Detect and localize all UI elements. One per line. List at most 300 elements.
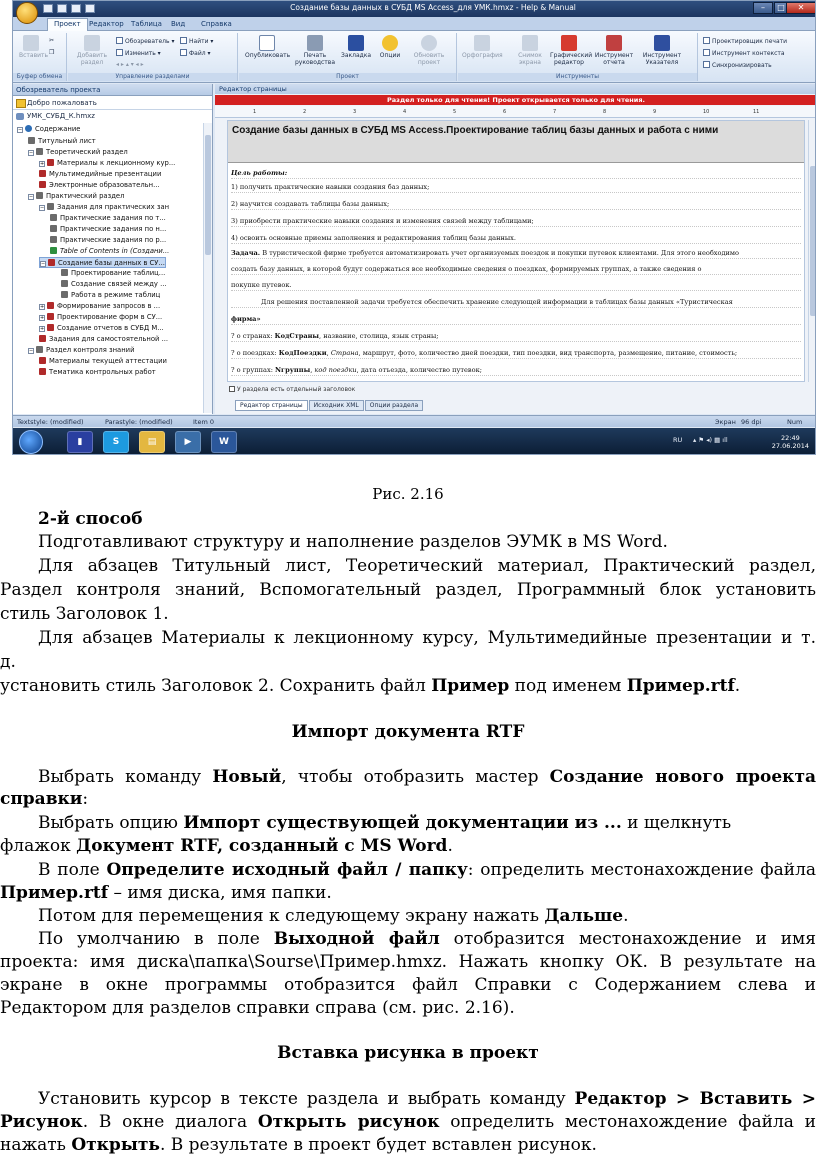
tree-item[interactable] [39,334,168,345]
graphic-label-2: редактор [554,59,584,66]
ruler-mark: 8 [603,109,607,115]
p9-bold: Открыть [71,1135,160,1155]
trips-rest: , маршрут, фото, количество дней поездки, тип поездки, вид транспорта, размещение, питание, стоимость; [358,349,738,357]
tools-group [458,33,698,81]
trips-line: ? о поездках: КодПоездки, Страна, маршрут, фото, количество дней поездки, тип поездки, вид транспорта, размещение, питание, стоимость; [231,349,801,359]
tree-item[interactable] [28,136,96,147]
p5-bold: Импорт существующей документации из ... [183,813,622,833]
tree-item[interactable] [39,180,160,191]
num-status: Num [787,418,803,426]
scrollbar-thumb[interactable] [810,166,816,316]
tree-item[interactable] [39,257,166,268]
p3-text: под именем [509,676,627,696]
context-tool-icon [703,49,710,56]
ribbon-tabs [13,17,816,31]
editor-bottom-tabs [235,400,424,412]
ruler-mark: 2 [303,109,307,115]
tree-item-label: Проектирование форм в СУ... [57,313,163,321]
p7-text: . [623,906,629,926]
tree-item-label: Table of Contents in (Создани... [60,247,170,255]
redo-icon[interactable] [71,4,81,13]
tree-item-label: Практические задания по н... [60,225,167,233]
taskbar-app-word[interactable]: W [211,431,237,453]
bookmark-button[interactable] [341,35,371,59]
tree-item[interactable] [39,301,160,312]
tree-item-label: Тематика контрольных работ [49,368,156,376]
p9-bold: Открыть рисунок [257,1112,440,1132]
print-design-label: Проектировщик печати [712,38,788,45]
add-section-label-2: раздел [80,59,104,66]
app-screenshot [12,0,816,455]
p3-text: установить стиль Заголовок 2. Сохранить файл [0,676,432,696]
separate-header-checkbox[interactable] [229,386,355,393]
item-status: Item 0 [193,418,214,426]
add-section-label: Добавить [76,52,108,59]
p9-text: . В окне диалога [82,1112,258,1132]
app-menu-button[interactable] [16,2,38,24]
collapse-icon[interactable]: − [41,261,46,267]
tree-item-label: Содержание [35,125,81,133]
p4-bold: справки [0,789,83,809]
groups-rest: , дата отъезда, количество путевок; [356,366,482,374]
tab-help[interactable]: Справка [201,20,232,28]
graphic-editor-button[interactable] [550,35,593,66]
report-tool-button[interactable] [594,35,634,66]
p6-text: – имя диска, имя папки. [108,883,332,903]
context-tool-button[interactable] [703,49,785,57]
page-editor [215,84,816,414]
topic-icon [47,313,54,320]
import-heading: Импорт документа RTF [291,722,525,742]
p8-text: отобразится местонахождение и имя [439,929,816,949]
topic-icon [28,137,35,144]
screen-status: Экран [715,418,736,426]
report-label: Инструмент [594,52,634,59]
trips-prefix: ? о поездках: [231,349,277,357]
topic-icon [61,269,68,276]
tree-item-label: Задания для практических зан [57,203,170,211]
p4-bold: Создание нового проекта [549,767,816,787]
groups-key2: код поездки [314,366,357,374]
p6-bold: Пример.rtf [0,883,109,903]
topic-icon [47,302,54,309]
p4-text: Выбрать команду [38,767,213,787]
tree-item[interactable] [39,356,167,367]
tree-item-label: Практические задания по р... [60,236,167,244]
bookmark-label: Закладка [341,52,372,59]
options-label: Опции [379,52,401,59]
method-heading: 2-й способ [38,509,143,529]
p4-text: , чтобы отобразить мастер [281,767,550,787]
topic-icon [50,236,57,243]
browser-icon [116,37,123,44]
context-tool-label: Инструмент контекста [712,50,785,57]
undo-icon[interactable] [57,4,67,13]
trips-key2: Страна [330,349,359,357]
update-label-2: проект [417,59,441,66]
topic-icon [47,159,54,166]
paragraph-8-line: проекта: имя диска\папка\Sourse\Пример.hmxz. Нажать кнопку ОК. В результате на [0,952,816,972]
report-icon [606,35,622,51]
insert-heading: Вставка рисунка в проект [277,1043,539,1063]
collapse-icon[interactable]: − [18,127,23,133]
tab-xml-source[interactable]: Исходник XML [309,400,364,411]
p9-text: . В результате в проект будет вставлен рисунок. [159,1135,597,1155]
tree-item-label: Материалы к лекционному кур... [57,159,176,167]
p4-bold: Новый [212,767,282,787]
project-file-item[interactable]: УМК_СУБД_К.hmxz [13,110,212,123]
countries-key: КодСтраны [274,332,320,340]
p9-text: нажать [0,1135,72,1155]
topic-icon [36,346,43,353]
tab-view[interactable]: Вид [171,20,186,28]
figure-caption: Рис. 2.16 [372,485,444,503]
paragraph-4-line [0,789,88,809]
topic-icon [25,125,32,132]
p6-text: : определить местонахождение файла [467,860,816,880]
tree-item-label: Формирование запросов в ... [57,302,161,310]
paragraph-9-line [38,1089,816,1109]
file-label: Файл [189,50,206,57]
welcome-item[interactable]: Добро пожаловать [13,96,212,110]
ruler-mark: 3 [353,109,357,115]
task-text: В туристической фирме требуется автоматизировать учет организуемых поездок и покупки путевок клиентами. Для этого необходимо [262,249,740,257]
tree-item[interactable] [61,290,160,301]
maximize-button[interactable]: □ [774,2,788,14]
collapse-icon[interactable]: − [29,348,34,354]
ruler-mark: 7 [553,109,557,115]
expand-icon[interactable]: + [40,161,45,167]
paragraph-5-line [0,836,453,856]
ruler-mark: 5 [453,109,457,115]
dpi-status: 96 dpi [741,418,762,426]
ruler-mark: 10 [703,109,710,115]
tree-item[interactable] [50,224,166,235]
bookmark-icon [348,35,364,51]
task-line [231,249,801,259]
graphic-editor-icon [561,35,577,51]
tree-item[interactable] [39,323,164,334]
groups-key: Nгруппы [275,366,311,374]
tree-item-label: Практические задания по т... [60,214,166,222]
tree-item[interactable] [17,124,80,135]
parastyle-status: Parastyle: (modified) [105,418,173,426]
tree-item-label: Проектирование таблиц... [71,269,166,277]
tree-item[interactable] [28,147,128,158]
snapshot-label-2: экрана [518,59,541,66]
sections-group [68,33,238,81]
tree-item-label: Создание базы данных в СУ... [58,259,165,267]
camera-icon [522,35,538,51]
copy-icon[interactable]: ❐ [49,49,55,56]
tab-project[interactable]: Проект [47,18,88,31]
index-tool-button[interactable] [640,35,684,66]
task-line: создать базу данных, в которой будут содержаться все необходимые сведения о поездках, формируемых группах, а также сведения о [231,265,801,275]
screenshot-button[interactable] [514,35,546,66]
expand-icon[interactable]: + [40,326,45,332]
tree-item-label: Работа в режиме таблиц [71,291,161,299]
open-icon[interactable] [85,4,95,13]
p5-bold: Документ RTF, созданный с MS Word [76,836,448,856]
tree-item-label: Теоретический раздел [46,148,128,156]
ruler-mark: 4 [403,109,407,115]
ruler-mark: 1 [253,109,257,115]
clock[interactable] [772,434,809,450]
topic-icon [50,247,57,254]
find-icon [180,37,187,44]
tree-item[interactable] [61,268,165,279]
ribbon [13,31,816,83]
gear-icon [382,35,398,51]
editor-title: Редактор страницы [215,84,816,94]
add-section-button[interactable] [74,35,110,66]
paragraph-1: Подготавливают структуру и наполнение разделов ЭУМК в MS Word. [38,532,668,552]
taskbar-app-media[interactable]: ▶ [175,431,201,453]
close-button[interactable]: ✕ [786,2,816,14]
paste-button[interactable] [19,35,49,59]
ruler-mark: 6 [503,109,507,115]
paragraph-8-line [38,929,816,949]
minimize-button[interactable]: – [753,2,773,14]
p3-bold: Пример [431,676,510,696]
publish-button[interactable] [245,35,289,59]
p8-text: По умолчанию в поле [38,929,274,949]
ruler [215,106,816,118]
ruler-mark: 9 [653,109,657,115]
paragraph-9-line [0,1135,597,1155]
paragraph-7-line [38,906,629,926]
change-button[interactable]: Изменить ▾ [116,49,161,57]
explorer-scrollbar[interactable] [203,123,212,413]
change-label: Изменить [125,50,156,57]
cut-icon[interactable]: ✂ [49,37,55,44]
paragraph-2-line: Раздел контроля знаний, Вспомогательный раздел, Программный блок установить [0,580,816,600]
paragraph-6-line [0,883,332,903]
topic-title: Создание базы данных в СУБД MS Access.Проектирование таблиц базы данных и работа с ними [228,121,804,163]
topic-icon [61,291,68,298]
task-line: покупке путевок. [231,281,801,291]
collapse-icon[interactable]: − [29,150,34,156]
print-designer-icon [703,37,710,44]
expand-icon[interactable]: + [40,315,45,321]
taskbar-app-explorer[interactable]: ▤ [139,431,165,453]
browser-button[interactable]: Обозреватель ▾ [116,37,174,45]
tree-item-label: Задания для самостоятельной ... [49,335,169,343]
solve-line: фирма» [231,315,801,325]
publish-label: Опубликовать [245,52,291,59]
paragraph-2-line: Для абзацев Титульный лист, Теоретический материал, Практический раздел, [38,556,816,576]
tree-item[interactable] [39,202,169,213]
tree-item-label: Титульный лист [38,137,96,145]
tree-item[interactable] [50,213,166,224]
tab-topic-options[interactable]: Опции раздела [365,400,423,411]
print-designer-button[interactable] [703,37,787,45]
refresh-icon [421,35,437,51]
window-title: Создание базы данных в СУБД MS Access_для УМК.hmxz - Help & Manual [290,3,576,12]
p5-text: флажок [0,836,77,856]
language-indicator[interactable]: RU [673,436,683,444]
taskbar-app-skype[interactable]: S [103,431,129,453]
paragraph-6-line [38,860,816,880]
paragraph-4-line [38,767,816,787]
p3-text: . [734,676,741,696]
publish-icon [259,35,275,51]
tree-item-label: Материалы текущей аттестации [49,357,167,365]
p9-text: Установить курсор в тексте раздела и выбрать команду [38,1089,575,1109]
groups-line: ? о группах: Nгруппы, код поездки, дата отъезда, количество путевок; [231,366,801,376]
goal-line: 3) приобрести практические навыки создания и изменения связей между таблицами; [231,217,801,227]
taskbar-app-help-manual[interactable]: ▮ [67,431,93,453]
save-icon[interactable] [43,4,53,13]
tree-item-label: Практический раздел [46,192,125,200]
clipboard-group [13,33,67,81]
clock-date: 27.06.2014 [771,442,809,450]
countries-prefix: ? о странах: [231,332,273,340]
paragraph-2-line: стиль Заголовок 1. [0,604,169,624]
paste-icon [23,35,39,51]
tab-editor[interactable]: Редактор [89,20,124,28]
p4-text: : [82,789,89,809]
paragraph-8-line: экране в окне программы отобразится файл Справки с Содержанием слева и [0,975,816,995]
paragraph-3-line: д. [0,652,16,672]
tree-item[interactable] [39,169,161,180]
spellcheck-icon [474,35,490,51]
spell-label: Орфография [462,52,503,59]
checkbox-box[interactable] [229,386,235,392]
tree-item[interactable] [28,345,135,356]
collapse-icon[interactable]: − [29,194,34,200]
paragraph-3-line: Для абзацев Материалы к лекционному курсу, Мультимедийные презентации и т. [38,628,816,648]
taskbar [13,428,816,455]
tree-item[interactable] [39,158,175,169]
project-explorer [13,84,213,414]
readonly-banner: Раздел только для чтения! Проект открывается только для чтения. [215,95,816,105]
sync-icon [703,61,710,68]
goal-label: Цель работы: [231,169,801,179]
project-explorer-title: Обозреватель проекта [13,84,212,96]
print-label: Печать [303,52,327,59]
topic-icon [61,280,68,287]
tree-item-label: Раздел контроля знаний [46,346,135,354]
groups-prefix: ? о группах: [231,366,273,374]
p3-bold: Пример.rtf [626,676,735,696]
paragraph-8-line: Редактором для разделов справки справа (см. рис. 2.16). [0,998,515,1018]
tree-item-label: Мультимедийные презентации [49,170,162,178]
right-tools-group [699,33,816,81]
textstyle-status: Textstyle: (modified) [17,418,84,426]
find-button[interactable]: Найти ▾ [180,37,213,45]
expand-icon[interactable]: + [40,304,45,310]
task-label: Задача. [231,249,261,257]
update-project-button[interactable] [409,35,449,66]
print-manual-button[interactable] [295,35,335,66]
project-group [239,33,457,81]
topic-icon [36,192,43,199]
solve-line: Для решения поставленной задачи требуется обеспечить хранение следующей информации в таблицах базы данных «Туристическая [231,298,801,308]
countries-line [231,332,801,342]
p6-bold: Определите исходный файл / папку [106,860,468,880]
index-icon [654,35,670,51]
topic-icon [39,357,46,364]
paste-label: Вставить [19,52,49,59]
sections-group-label: Управление разделами [68,73,237,81]
topic-icon [39,170,46,177]
p9-text: определить местонахождение файла и [439,1112,816,1132]
move-arrows[interactable]: ◂ ▸ ▴ ▾ ◂ ▸ [116,61,144,68]
tree-item[interactable] [50,235,166,246]
tools-group-label: Инструменты [458,73,697,81]
tree-item-label: Создание отчетов в СУБД М... [57,324,164,332]
add-section-icon [84,35,100,51]
checkbox-label: У раздела есть отдельный заголовок [237,386,356,393]
find-label: Найти [189,38,209,45]
p9-bold: Редактор > Вставить > [574,1089,816,1109]
topic-icon [39,181,46,188]
goal-line: 1) получить практические навыки создания баз данных; [231,183,801,193]
spellcheck-button[interactable] [462,35,502,59]
status-bar [13,415,816,427]
printer-icon [307,35,323,51]
sync-button[interactable] [703,61,772,69]
topic-icon [50,225,57,232]
change-icon [116,49,123,56]
tab-table[interactable]: Таблица [131,20,162,28]
ruler-mark: 11 [753,109,760,115]
snapshot-label: Снимок [518,52,542,59]
update-label: Обновить [413,52,445,59]
trips-key: КодПоездки [278,349,327,357]
tree-item[interactable] [61,279,167,290]
tab-page-editor[interactable]: Редактор страницы [235,400,308,411]
tree-item[interactable] [39,312,162,323]
p7-bold: Дальше [544,906,624,926]
p5-text: и щелкнуть [621,813,732,833]
file-button[interactable]: Файл ▾ [180,49,211,57]
tree-item-label: Электронные образовательн... [49,181,160,189]
report-label-2: отчета [603,59,625,66]
goal-line: 2) научится создавать таблицы базы данных; [231,200,801,210]
scrollbar-thumb[interactable] [205,135,211,255]
clipboard-group-label: Буфер обмена [13,73,66,81]
project-group-label: Проект [239,73,456,81]
clock-time: 22:49 [781,434,800,442]
topic-icon [47,203,54,210]
graphic-label: Графический [550,52,593,59]
tree-item[interactable] [28,191,124,202]
topic-document[interactable] [227,120,805,382]
paragraph-9-line [0,1112,816,1132]
tree-item[interactable] [39,367,156,378]
collapse-icon[interactable]: − [40,205,45,211]
p7-text: Потом для перемещения к следующему экрану нажать [38,906,545,926]
options-button[interactable] [375,35,405,59]
topic-icon [36,148,43,155]
p9-bold: Рисунок [0,1112,83,1132]
sync-label: Синхронизировать [712,62,772,69]
tree-item-label: Создание связей между ... [71,280,167,288]
topic-icon [47,324,54,331]
paragraph-5-line [38,813,731,833]
editor-scrollbar[interactable] [808,120,816,382]
start-button[interactable] [19,430,43,454]
p5-text: Выбрать опцию [38,813,184,833]
tray-icons[interactable]: ▴ ⚑ ◂) ▦ ıll [693,436,728,444]
file-icon [180,49,187,56]
tree-item[interactable] [50,246,169,257]
p6-text: В поле [38,860,107,880]
p5-text: . [447,836,453,856]
title-bar [13,1,816,17]
